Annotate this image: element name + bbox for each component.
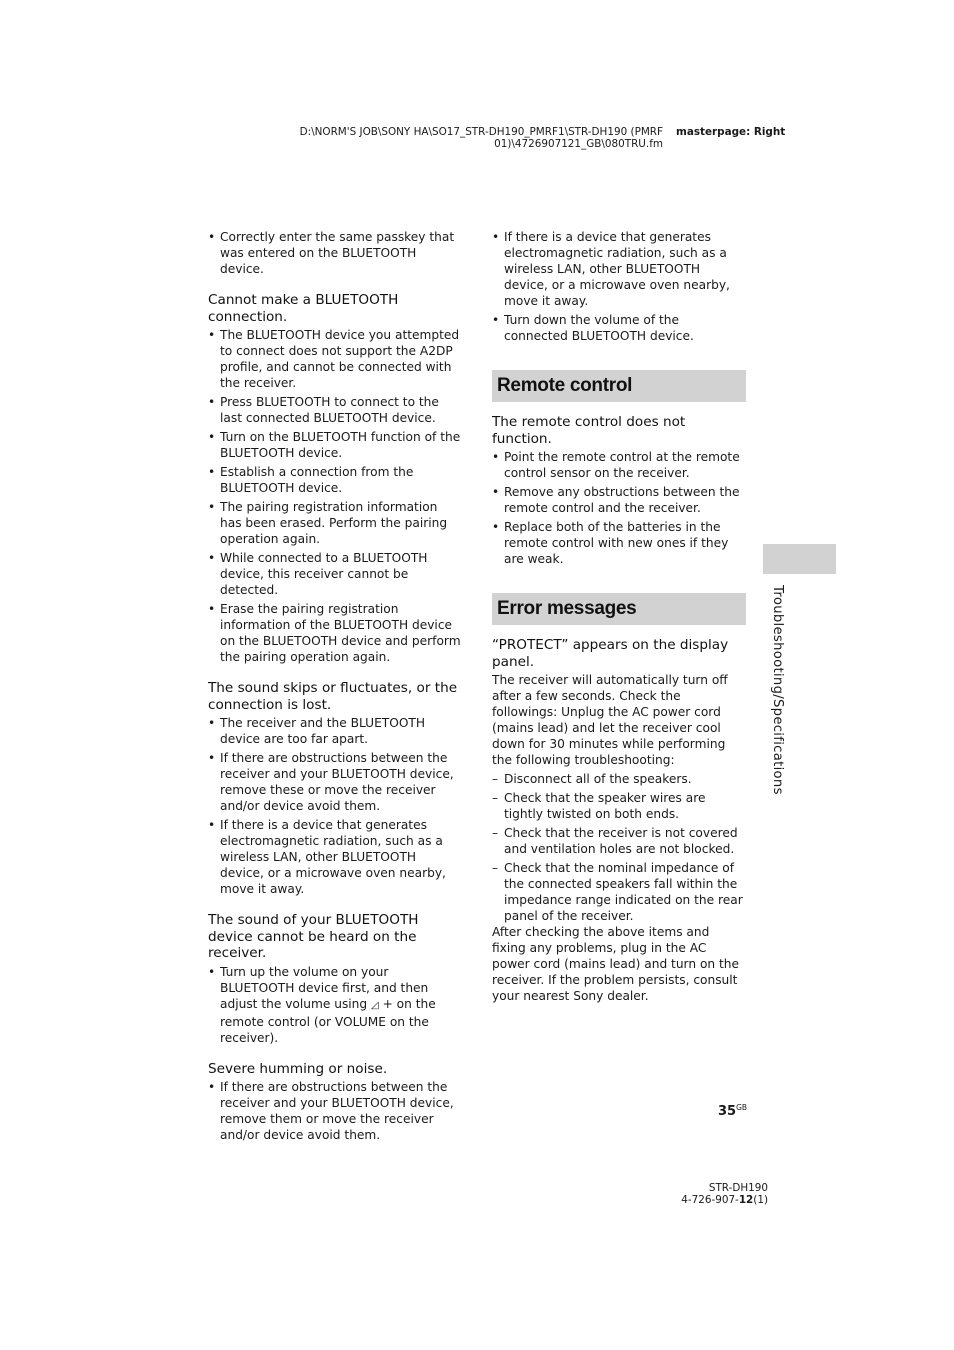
masterpage-label: masterpage: Right bbox=[676, 126, 786, 138]
remote-control-section-title: Remote control bbox=[492, 370, 746, 402]
list-item: • If there is a device that generates electromagnetic radiation, such as a wireless LAN, other BLUETOOTH device, or a microwave oven nearby, move it away. bbox=[208, 817, 462, 897]
list-item: • Press BLUETOOTH to connect to the last connected BLUETOOTH device. bbox=[208, 394, 462, 426]
page-number-suffix: GB bbox=[736, 1103, 748, 1112]
footer-code-suffix: (1) bbox=[753, 1194, 768, 1206]
list-item: • Erase the pairing registration information of the BLUETOOTH device on the BLUETOOTH device and perform the pairing operation again. bbox=[208, 601, 462, 665]
list-item: • While connected to a BLUETOOTH device, this receiver cannot be detected. bbox=[208, 550, 462, 598]
chapter-side-label: Troubleshooting/Specifications bbox=[770, 585, 785, 795]
list-item: • Point the remote control at the remote control sensor on the receiver. bbox=[492, 449, 746, 481]
chapter-tab bbox=[763, 544, 836, 574]
file-path bbox=[250, 126, 663, 150]
section-heading: The sound of your BLUETOOTH device cannot be heard on the receiver. bbox=[208, 912, 419, 961]
list-item: • If there are obstructions between the receiver and your BLUETOOTH device, remove them or move the receiver and/or device avoid them. bbox=[208, 1079, 462, 1143]
list-item: • Turn on the BLUETOOTH function of the BLUETOOTH device. bbox=[208, 429, 462, 461]
bullet-list bbox=[208, 1079, 462, 1143]
section-heading: Severe humming or noise. bbox=[208, 1060, 388, 1077]
list-item: • If there is a device that generates electromagnetic radiation, such as a wireless LAN, other BLUETOOTH device, or a microwave oven nearby, move it away. bbox=[492, 229, 746, 309]
error-outro-paragraph: After checking the above items and fixing any problems, plug in the AC power cord (mains lead) and turn on the receiver. If the problem persists, consult your nearest Sony dealer. bbox=[492, 925, 740, 1003]
list-item bbox=[208, 964, 462, 1046]
footer bbox=[660, 1182, 768, 1206]
section-heading: Cannot make a BLUETOOTH connection. bbox=[208, 292, 399, 325]
list-item: • If there are obstructions between the receiver and your BLUETOOTH device, remove these or move the receiver and/or device avoid them. bbox=[208, 750, 462, 814]
list-item: • Turn down the volume of the connected BLUETOOTH device. bbox=[492, 312, 746, 344]
footer-code bbox=[660, 1194, 768, 1206]
section-heading: The sound skips or fluctuates, or the connection is lost. bbox=[208, 680, 458, 713]
bullet-list bbox=[492, 229, 746, 344]
volume-icon: ◿ bbox=[371, 999, 379, 1011]
footer-model: STR-DH190 bbox=[708, 1182, 768, 1194]
file-path-line-1: D:\NORM'S JOB\SONY HA\SO17_STR-DH190_PMRF1\STR-DH190 (PMRF bbox=[299, 126, 663, 138]
section-heading: The remote control does not function. bbox=[492, 414, 686, 447]
list-item: – Check that the receiver is not covered and ventilation holes are not blocked. bbox=[492, 825, 746, 857]
volume-text-before: Turn up the volume on your BLUETOOTH device first, and then adjust the volume using bbox=[220, 964, 429, 1011]
error-intro-paragraph: The receiver will automatically turn off after a few seconds. Check the followings: Unplug the AC power cord (mains lead) and let the receiver cool down for 30 minutes while performing the following troubleshooting: bbox=[492, 673, 728, 767]
footer-code-bold: 12 bbox=[738, 1194, 754, 1206]
list-item: • Establish a connection from the BLUETOOTH device. bbox=[208, 464, 462, 496]
bullet-list bbox=[492, 449, 746, 567]
list-item: • Replace both of the batteries in the remote control with new ones if they are weak. bbox=[492, 519, 746, 567]
dash-list bbox=[492, 771, 746, 924]
list-item: – Disconnect all of the speakers. bbox=[492, 771, 746, 787]
section-heading: “PROTECT” appears on the display panel. bbox=[492, 637, 729, 670]
bullet-list bbox=[208, 327, 462, 665]
page-number-value: 35 bbox=[718, 1104, 737, 1119]
volume-text-after: + on the remote control (or VOLUME on the receiver). bbox=[220, 996, 436, 1045]
list-item: • The receiver and the BLUETOOTH device are too far apart. bbox=[208, 715, 462, 747]
list-item: – Check that the speaker wires are tightly twisted on both ends. bbox=[492, 790, 746, 822]
list-item: • The BLUETOOTH device you attempted to connect does not support the A2DP profile, and cannot be connected with the receiver. bbox=[208, 327, 462, 391]
file-path-line-2: 01)\4726907121_GB\080TRU.fm bbox=[494, 138, 663, 150]
left-column bbox=[208, 229, 462, 1146]
footer-code-prefix: 4-726-907- bbox=[681, 1194, 739, 1206]
list-item: • Remove any obstructions between the remote control and the receiver. bbox=[492, 484, 746, 516]
bullet-list bbox=[208, 715, 462, 897]
list-item: • The pairing registration information has been erased. Perform the pairing operation again. bbox=[208, 499, 462, 547]
list-item: • Correctly enter the same passkey that was entered on the BLUETOOTH device. bbox=[208, 229, 462, 277]
page-number bbox=[718, 1103, 747, 1119]
error-messages-section-title: Error messages bbox=[492, 593, 746, 625]
list-item: – Check that the nominal impedance of the connected speakers fall within the impedance range indicated on the rear panel of the receiver. bbox=[492, 860, 746, 924]
bullet-list bbox=[208, 964, 462, 1046]
right-column bbox=[492, 229, 746, 1004]
bullet-list bbox=[208, 229, 462, 277]
